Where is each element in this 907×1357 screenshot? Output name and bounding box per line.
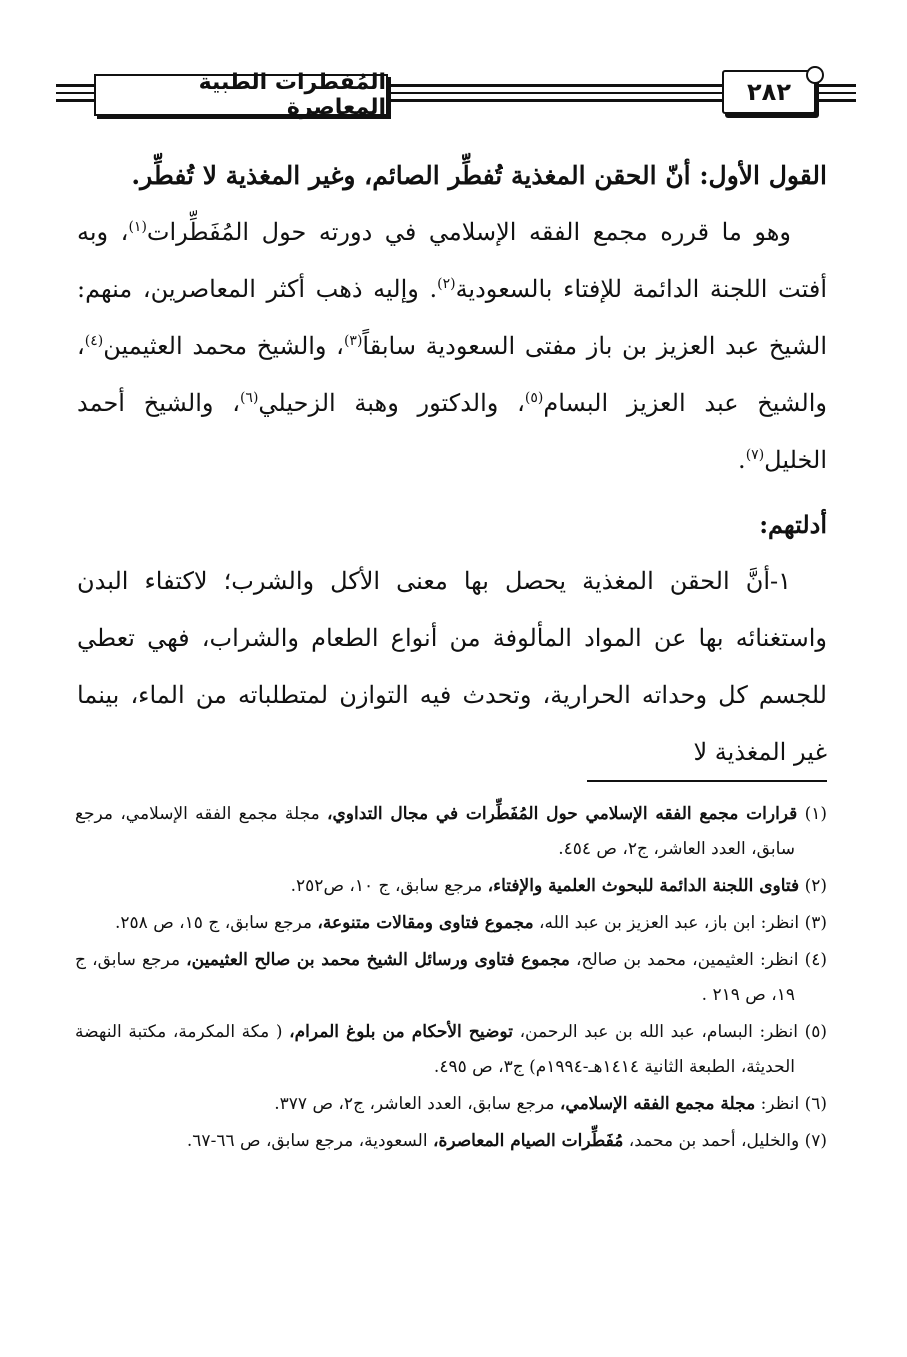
text-run: . وإليه ذهب أكثر المعاصرين، منهم: الشيخ عبد العزيز بن باز مفتى السعودية سابقاً <box>77 275 827 360</box>
footnote-ref: (٧) <box>745 447 765 463</box>
footnote-text: مرجع سابق، ج ١٥، ص ٢٥٨. <box>115 913 318 933</box>
text-run: ، والشيخ محمد العثيمين <box>103 332 344 360</box>
text-run: ، والشيخ أحمد الخليل <box>77 389 827 474</box>
footnote-number: (١) <box>804 804 827 824</box>
footnote-text: انظر: <box>755 1094 800 1114</box>
footnote-title: مجموع فتاوى ومقالات متنوعة، <box>317 913 534 933</box>
footnote-number: (٦) <box>804 1094 827 1114</box>
evidence-heading: أدلتهم: <box>759 510 827 539</box>
footnote-title: قرارات مجمع الفقه الإسلامي حول المُفَطِّرات في مجال التداوي، <box>326 804 798 824</box>
footnote-number: (٣) <box>804 913 827 933</box>
footnote-text: انظر: العثيمين، محمد بن صالح، <box>569 950 799 970</box>
footnote-4 <box>75 943 827 1013</box>
footnote-text: ( مكة المكرمة، مكتبة النهضة الحديثة، الطبعة الثانية ١٤١٤هـ-١٩٩٤م) ج٣، ص ٤٩٥. <box>75 1022 795 1077</box>
footnote-text: والخليل، أحمد بن محمد، <box>623 1131 800 1151</box>
footnote-number: (٧) <box>804 1131 827 1151</box>
page-header <box>56 62 856 122</box>
footnote-ref: (٦) <box>239 390 259 406</box>
footnote-7 <box>75 1124 827 1159</box>
page-number: ٢٨٢ <box>747 78 791 106</box>
footnote-2 <box>75 869 827 904</box>
footnote-ref: (٥) <box>524 390 544 406</box>
footnote-text: انظر: البسام، عبد الله بن عبد الرحمن، <box>512 1022 798 1042</box>
paragraph-1 <box>77 204 827 489</box>
text-run: وهو ما قرره مجمع الفقه الإسلامي في دورته حول المُفَطِّرات <box>146 218 792 246</box>
footnote-text: مجلة مجمع الفقه الإسلامي، مرجع سابق، العدد العاشر، ج٢، ص ٤٥٤. <box>75 804 795 859</box>
footnotes <box>75 797 827 1161</box>
section-heading: القول الأول: أنّ الحقن المغذية تُفطِّر الصائم، وغير المغذية لا تُفطِّر. <box>131 161 827 190</box>
running-title-box <box>94 70 388 120</box>
text-run: ، والشيخ عبد العزيز البسام <box>77 332 827 417</box>
footnote-title: توضيح الأحكام من بلوغ المرام، <box>289 1022 513 1042</box>
text-run: ، والدكتور وهبة الزحيلي <box>258 389 525 417</box>
footnote-ref: (٤) <box>84 333 104 349</box>
footnote-number: (٤) <box>804 950 827 970</box>
footnote-title: مجلة مجمع الفقه الإسلامي، <box>559 1094 756 1114</box>
footnote-ref: (١) <box>128 219 147 235</box>
text-run: ، وبه أفتت اللجنة الدائمة للإفتاء بالسعودية <box>77 218 827 303</box>
footnote-text: مرجع سابق، العدد العاشر، ج٢، ص ٣٧٧. <box>274 1094 560 1114</box>
footnote-title: مجموع فتاوى ورسائل الشيخ محمد بن صالح العثيمين، <box>186 950 570 970</box>
scroll-ornament-icon <box>806 66 824 84</box>
footnote-6 <box>75 1087 827 1122</box>
footnote-ref: (٢) <box>437 276 456 292</box>
footnote-title: فتاوى اللجنة الدائمة للبحوث العلمية والإفتاء، <box>487 876 800 896</box>
footnote-1 <box>75 797 827 867</box>
text-run: . <box>738 446 746 474</box>
footnote-title: مُفَطِّرات الصيام المعاصرة، <box>432 1131 624 1151</box>
footnote-text: انظر: ابن باز، عبد العزيز بن عبد الله، <box>533 913 800 933</box>
footnote-number: (٥) <box>804 1022 828 1042</box>
page-number-box <box>722 70 816 114</box>
footnote-ref: (٣) <box>343 333 363 349</box>
footnote-text: مرجع سابق، ج ١٩، ص ٢١٩ . <box>75 950 795 1005</box>
footnote-text: السعودية، مرجع سابق، ص ٦٦-٦٧. <box>186 1131 433 1151</box>
main-text <box>77 148 827 781</box>
footnote-separator <box>587 780 827 782</box>
footnote-text: مرجع سابق، ج ١٠، ص٢٥٢. <box>290 876 488 896</box>
footnote-number: (٢) <box>804 876 827 896</box>
paragraph-2: ١-أنَّ الحقن المغذية يحصل بها معنى الأكل والشرب؛ لاكتفاء البدن واستغنائه بها عن المواد المألوفة من أنواع الطعام والشراب، فهي تعطي للجسم كل وحداته الحرارية، وتحدث فيه التوازن لمتطلباته من الماء، بينما غير المغذية لا <box>77 567 827 766</box>
footnote-3 <box>75 906 827 941</box>
running-title: المُفطرات الطبية المعاصرة <box>198 70 386 120</box>
footnote-5 <box>75 1015 827 1085</box>
